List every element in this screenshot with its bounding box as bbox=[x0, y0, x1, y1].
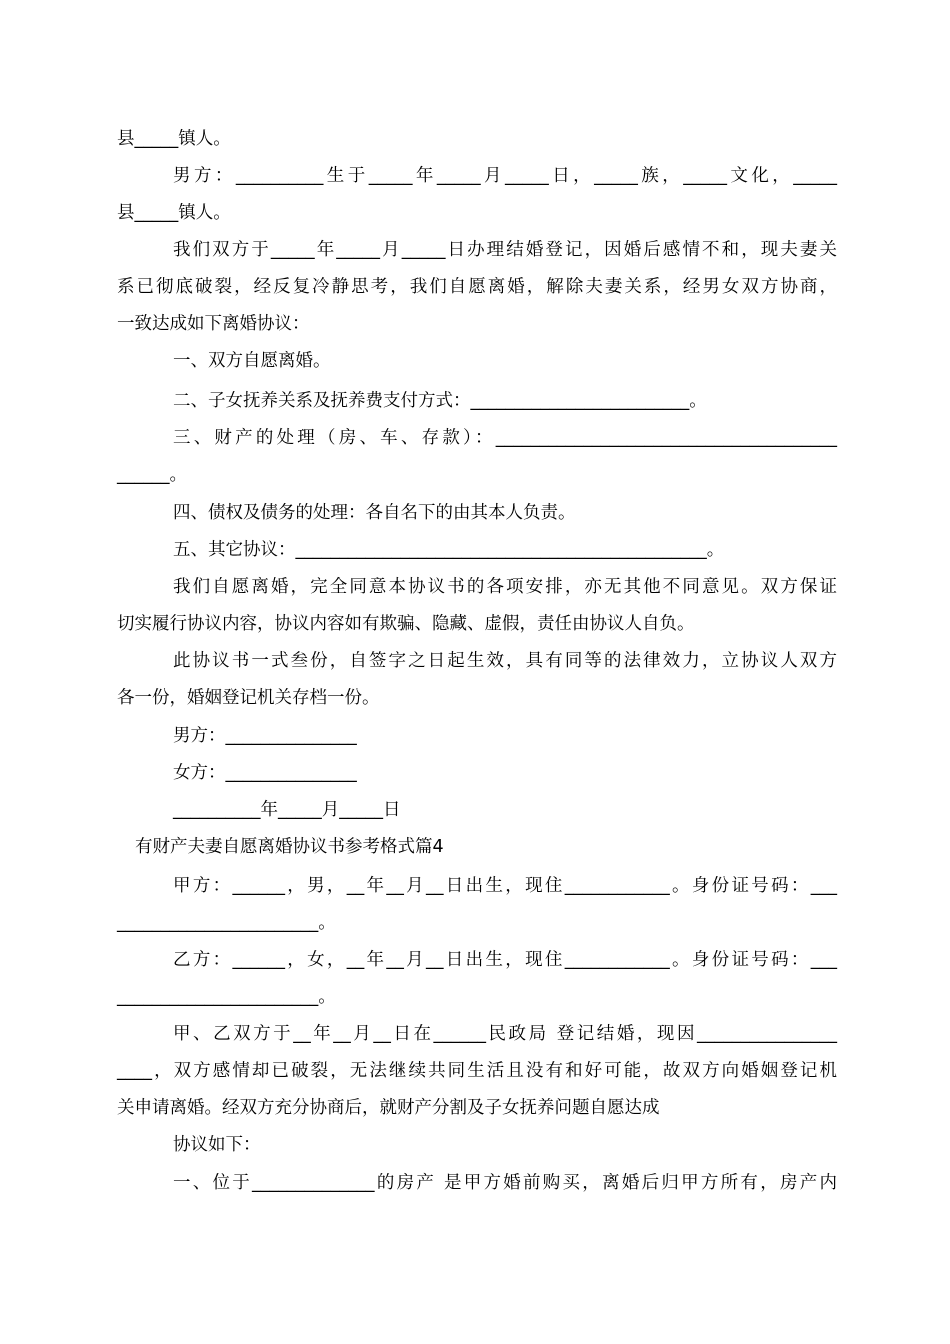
text-line: 乙方：______，女，__年__月__日出生，现住____________。身份证号码：___ bbox=[173, 950, 837, 970]
signature-line-male: 男方：_______________ bbox=[173, 726, 357, 746]
text-line: _______________________。 bbox=[117, 987, 336, 1007]
text-line: 一致达成如下离婚协议： bbox=[117, 314, 310, 334]
text-line: ____，双方感情却已破裂，无法继续共同生活且没有和好可能，故双方向婚姻登记机 bbox=[117, 1061, 837, 1081]
text-line: 一、位于______________的房产 是甲方婚前购买，离婚后归甲方所有，房产内 bbox=[173, 1173, 837, 1193]
text-line: 系已彻底破裂，经反复冷静思考，我们自愿离婚，解除夫妻关系，经男女双方协商， bbox=[117, 277, 837, 297]
text-line: 各一份，婚姻登记机关存档一份。 bbox=[117, 688, 380, 708]
text-line: 协议如下： bbox=[173, 1135, 261, 1155]
text-line: 关申请离婚。经双方充分协商后，就财产分割及子女抚养问题自愿达成 bbox=[117, 1098, 660, 1118]
signature-line-female: 女方：_______________ bbox=[173, 763, 357, 783]
text-line: 二、子女抚养关系及抚养费支付方式：_________________________。 bbox=[173, 391, 707, 411]
text-line: ______。 bbox=[117, 465, 187, 485]
text-line: 一、双方自愿离婚。 bbox=[173, 351, 331, 371]
text-line: 县_____镇人。 bbox=[117, 203, 231, 223]
text-line: 五、其它协议：_______________________________________________。 bbox=[173, 540, 725, 560]
date-line: __________年_____月_____日 bbox=[173, 800, 401, 820]
section-title: 有财产夫妻自愿离婚协议书参考格式篇4 bbox=[135, 837, 444, 857]
text-line: 三、财产的处理（房、车、存款）：_______________________________________ bbox=[173, 428, 837, 448]
text-line: 县_____镇人。 bbox=[117, 129, 231, 149]
text-line: 甲、乙双方于__年__月__日在______民政局 登记结婚，现因________________ bbox=[173, 1024, 837, 1044]
text-line: 此协议书一式叁份，自签字之日起生效，具有同等的法律效力，立协议人双方 bbox=[173, 651, 837, 671]
text-line: 男方：__________生于_____年_____月_____日，_____族，_____文化，_____ bbox=[173, 166, 837, 186]
text-line: 我们自愿离婚，完全同意本协议书的各项安排，亦无其他不同意见。双方保证 bbox=[173, 577, 837, 597]
text-line: 我们双方于_____年_____月_____日办理结婚登记，因婚后感情不和，现夫妻关 bbox=[173, 240, 837, 260]
text-line: _______________________。 bbox=[117, 913, 336, 933]
text-line: 切实履行协议内容，协议内容如有欺骗、隐藏、虚假，责任由协议人自负。 bbox=[117, 614, 695, 634]
text-line: 甲方：______，男，__年__月__日出生，现住____________。身份证号码：___ bbox=[173, 876, 837, 896]
text-line: 四、债权及债务的处理：各自名下的由其本人负责。 bbox=[173, 503, 576, 523]
